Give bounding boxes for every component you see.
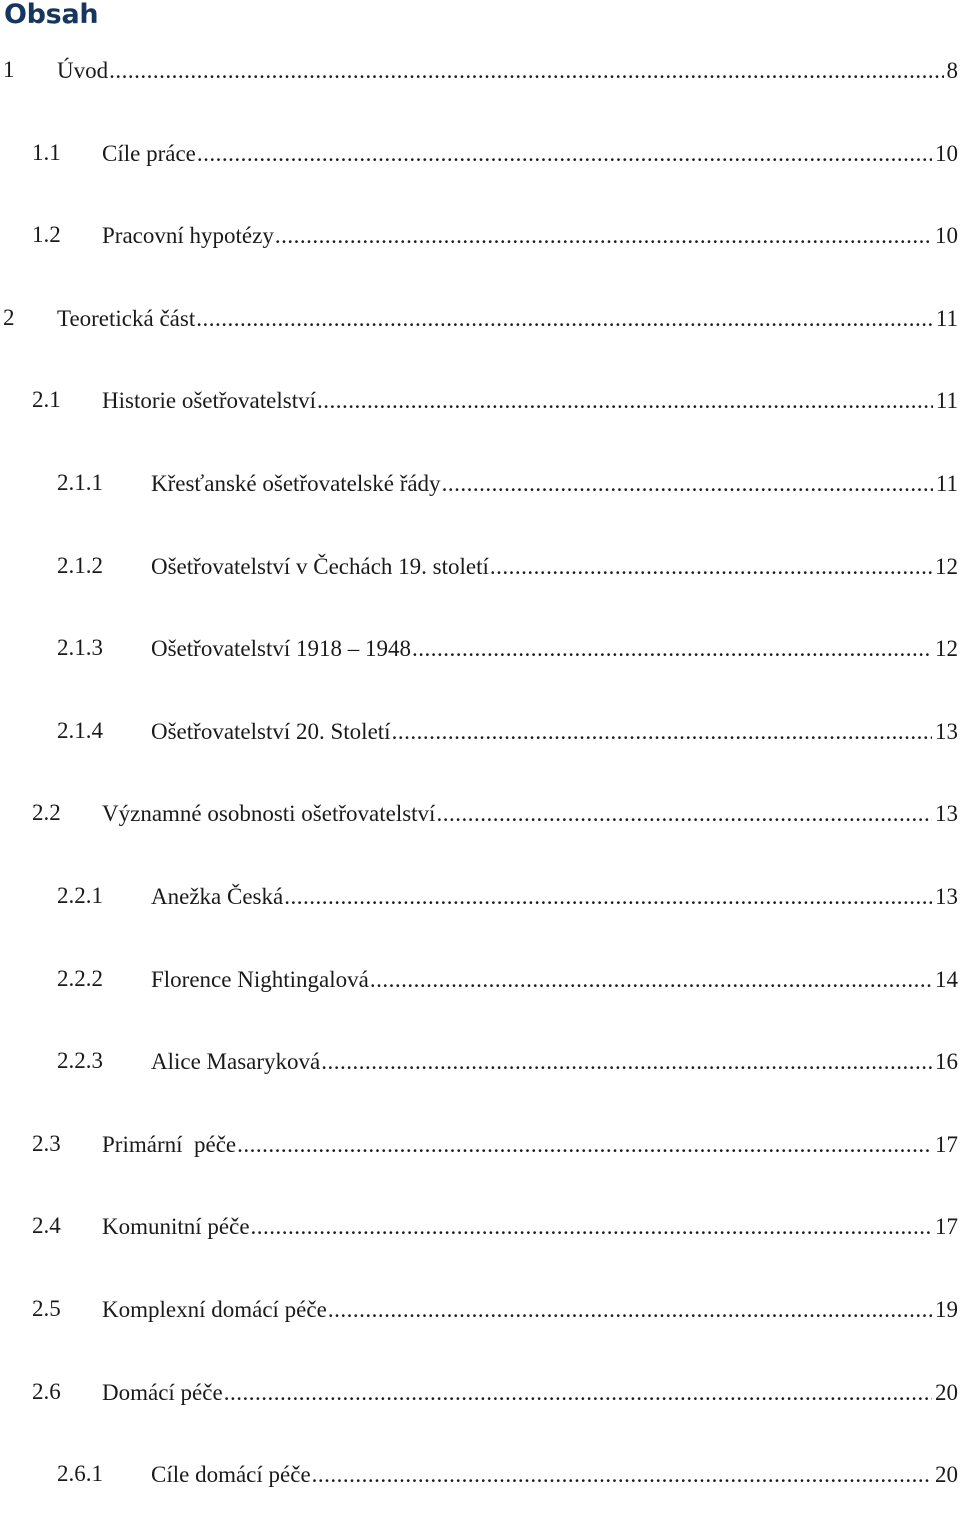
toc-entry-title: Historie ošetřovatelství (102, 387, 317, 415)
toc-entry-page: 13 (932, 800, 960, 828)
toc-entry-number: 1 (3, 57, 15, 83)
toc-entry[interactable] (0, 541, 960, 624)
toc-entry-page: 13 (932, 718, 960, 746)
toc-entry-number: 2.2.2 (57, 966, 103, 992)
toc-entry-title: Komplexní domácí péče (102, 1296, 328, 1324)
dot-leader (392, 718, 932, 746)
toc-entry-number: 2.5 (32, 1296, 61, 1322)
toc-entry-page: 13 (932, 883, 960, 911)
table-of-contents (0, 45, 960, 1532)
toc-entry-title: Alice Masaryková (151, 1048, 321, 1076)
toc-entry-page: 16 (932, 1048, 960, 1076)
toc-entry[interactable] (0, 1449, 960, 1532)
dot-leader (412, 635, 932, 663)
toc-entry[interactable] (0, 623, 960, 706)
toc-entry[interactable] (0, 293, 960, 376)
toc-entry-title: Úvod (57, 57, 109, 85)
toc-entry-page: 12 (932, 553, 960, 581)
toc-entry-number: 2.2.1 (57, 883, 103, 909)
toc-entry[interactable] (0, 1284, 960, 1367)
toc-entry-number: 2.1.2 (57, 553, 103, 579)
toc-entry-title: Křesťanské ošetřovatelské řády (151, 470, 442, 498)
toc-entry-title: Cíle práce (102, 140, 197, 168)
dot-leader (275, 222, 932, 250)
toc-entry-number: 2 (3, 305, 15, 331)
toc-entry-page: 20 (932, 1379, 960, 1407)
toc-entry-title: Domácí péče (102, 1379, 224, 1407)
dot-leader (109, 57, 943, 85)
toc-entry-number: 2.4 (32, 1213, 61, 1239)
toc-entry-number: 2.3 (32, 1131, 61, 1157)
toc-entry[interactable] (0, 458, 960, 541)
toc-entry-page: 17 (932, 1213, 960, 1241)
dot-leader (317, 387, 933, 415)
dot-leader (370, 966, 932, 994)
toc-entry[interactable] (0, 706, 960, 789)
toc-heading: Obsah (4, 0, 98, 34)
dot-leader (196, 305, 933, 333)
toc-entry-title: Primární péče (102, 1131, 237, 1159)
toc-entry[interactable] (0, 375, 960, 458)
toc-entry-title: Významné osobnosti ošetřovatelství (102, 800, 436, 828)
toc-entry-number: 2.2.3 (57, 1048, 103, 1074)
dot-leader (490, 553, 932, 581)
toc-entry-title: Cíle domácí péče (151, 1461, 312, 1489)
dot-leader (237, 1131, 932, 1159)
toc-entry[interactable] (0, 210, 960, 293)
toc-entry[interactable] (0, 871, 960, 954)
dot-leader (442, 470, 933, 498)
toc-entry-page: 17 (932, 1131, 960, 1159)
toc-entry-page: 11 (933, 387, 960, 415)
toc-entry-number: 1.1 (32, 140, 61, 166)
dot-leader (284, 883, 932, 911)
toc-entry[interactable] (0, 788, 960, 871)
toc-entry[interactable] (0, 1119, 960, 1202)
toc-entry-page: 11 (933, 470, 960, 498)
toc-entry-page: 8 (944, 57, 960, 85)
toc-entry-number: 1.2 (32, 222, 61, 248)
toc-entry-number: 2.1.4 (57, 718, 103, 744)
toc-entry-title: Anežka Česká (151, 883, 284, 911)
toc-entry[interactable] (0, 1367, 960, 1450)
toc-entry-title: Komunitní péče (102, 1213, 251, 1241)
dot-leader (197, 140, 932, 168)
toc-entry[interactable] (0, 128, 960, 211)
toc-entry-page: 11 (933, 305, 960, 333)
toc-entry-title: Florence Nightingalová (151, 966, 370, 994)
dot-leader (321, 1048, 932, 1076)
toc-entry[interactable] (0, 45, 960, 128)
dot-leader (251, 1213, 932, 1241)
toc-entry-page: 14 (932, 966, 960, 994)
toc-entry-page: 19 (932, 1296, 960, 1324)
toc-entry-title: Ošetřovatelství 20. Století (151, 718, 392, 746)
toc-entry-number: 2.6.1 (57, 1461, 103, 1487)
dot-leader (224, 1379, 932, 1407)
toc-entry-number: 2.2 (32, 800, 61, 826)
toc-entry-title: Ošetřovatelství v Čechách 19. století (151, 553, 490, 581)
toc-entry[interactable] (0, 1201, 960, 1284)
dot-leader (328, 1296, 932, 1324)
toc-entry-title: Teoretická část (57, 305, 196, 333)
dot-leader (312, 1461, 932, 1489)
toc-entry-page: 10 (932, 140, 960, 168)
toc-entry[interactable] (0, 954, 960, 1037)
toc-entry-number: 2.1 (32, 387, 61, 413)
toc-entry-number: 2.1.1 (57, 470, 103, 496)
toc-entry-title: Ošetřovatelství 1918 – 1948 (151, 635, 412, 663)
toc-entry[interactable] (0, 1036, 960, 1119)
dot-leader (436, 800, 932, 828)
toc-entry-number: 2.1.3 (57, 635, 103, 661)
toc-entry-page: 12 (932, 635, 960, 663)
toc-entry-page: 10 (932, 222, 960, 250)
toc-entry-page: 20 (932, 1461, 960, 1489)
toc-entry-title: Pracovní hypotézy (102, 222, 275, 250)
toc-entry-number: 2.6 (32, 1379, 61, 1405)
